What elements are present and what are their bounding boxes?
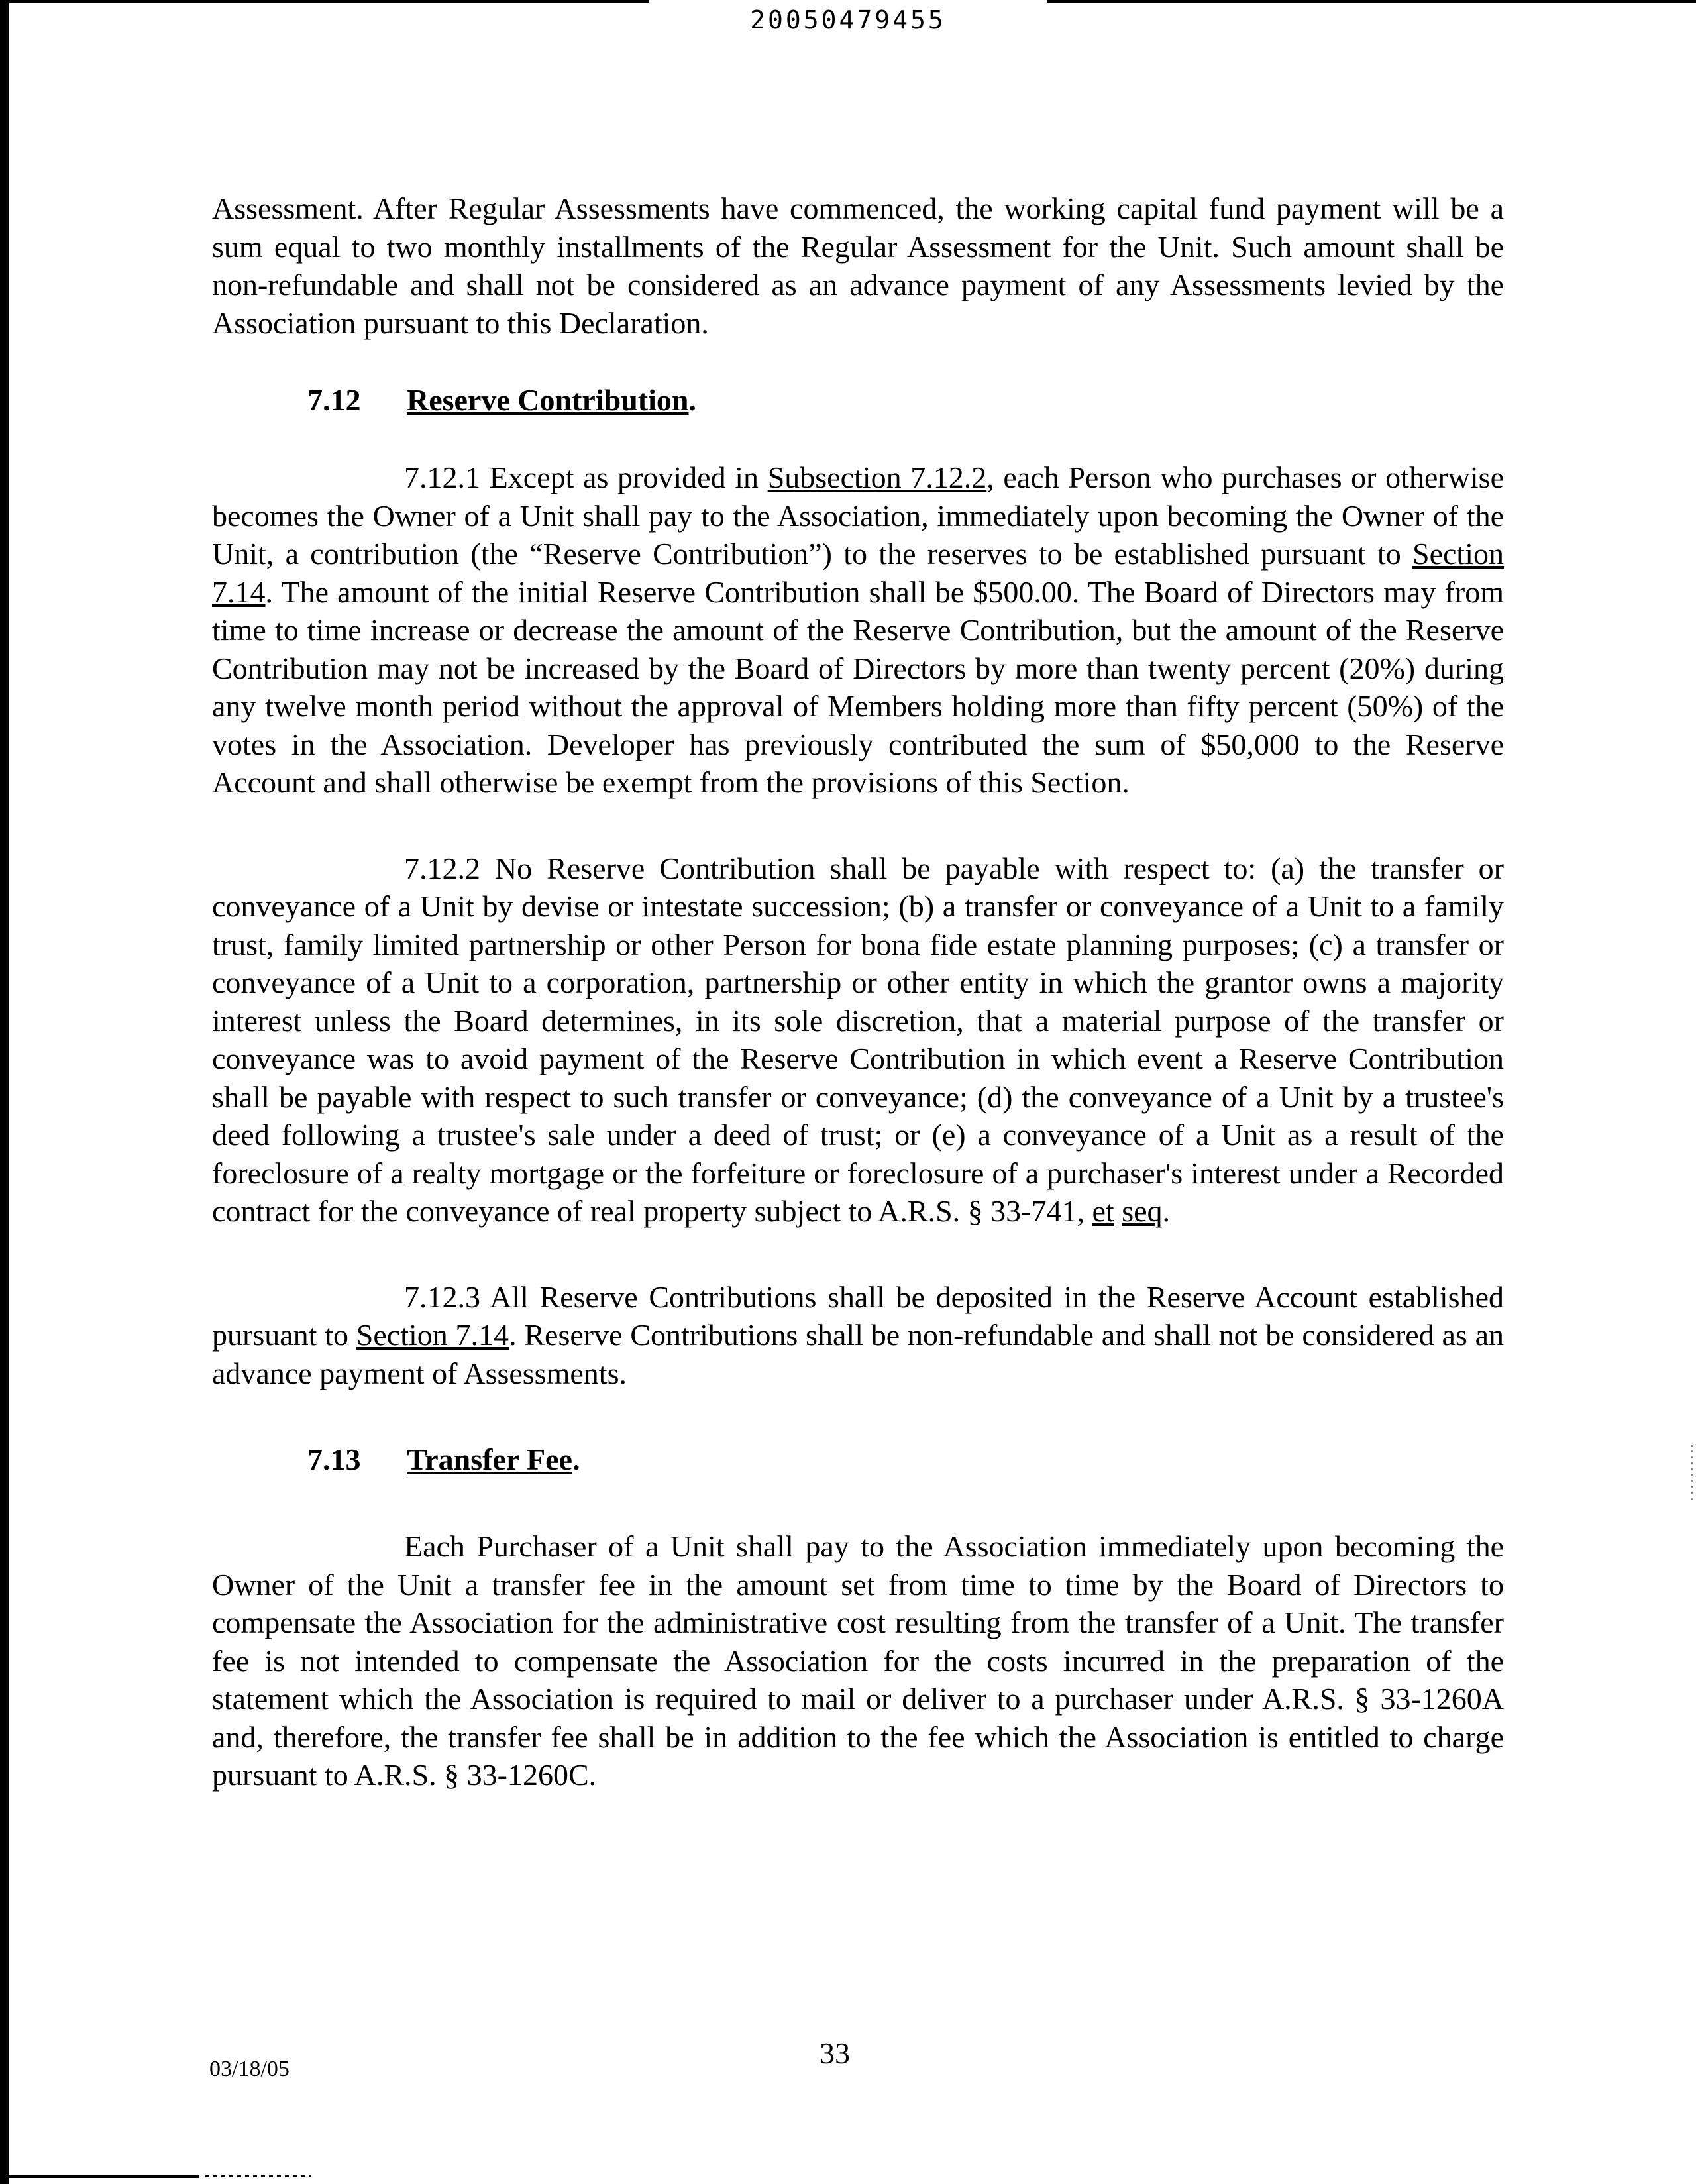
latin-term: seq — [1122, 1194, 1163, 1228]
section-title: Reserve Contribution — [407, 383, 689, 417]
text-run: 7.12.3 All Reserve Contributions shall be deposited in the Reserve Account established pursuant to — [212, 1280, 1504, 1352]
scan-bottom-rule — [0, 2175, 199, 2178]
scan-top-rule-left — [0, 0, 649, 3]
text-run: . Reserve Contributions shall be non-refundable and shall not be considered as an advance payment of Assessments. — [212, 1318, 1504, 1390]
scan-top-rule-right — [1047, 0, 1696, 3]
page-body — [212, 190, 1504, 1794]
section-heading-7-13: 7.13 Transfer Fee. — [307, 1440, 1504, 1480]
cross-reference: Section 7.14 — [212, 537, 1504, 609]
paragraph-7-12-1 — [212, 459, 1504, 802]
scan-left-edge — [0, 0, 9, 2184]
text-run: , each Person who purchases or otherwise becomes the Owner of a Unit shall pay to the Association, immediately upon becoming the Owner of the Unit, a contribution (the “Reserve Contribution”) to the reserves to be established pursuant to — [212, 461, 1504, 571]
text-run: 7.12.1 Except as provided in — [404, 461, 768, 494]
scan-bottom-dots — [205, 2175, 311, 2177]
paragraph-7-13: Each Purchaser of a Unit shall pay to the Association immediately upon becoming the Owner of the Unit a transfer fee in the amount set from time to time by the Board of Directors to compensate the Association for the administrative cost resulting from the transfer of a Unit. The transfer fee is not intended to compensate the Association for the costs incurred in the preparation of the statement which the Association is required to mail or deliver to a purchaser under A.R.S. § 33-1260A and, therefore, the transfer fee shall be in addition to the fee which the Association is entitled to charge pursuant to A.R.S. § 33-1260C. — [212, 1529, 1504, 1792]
text-run: . The amount of the initial Reserve Contribution shall be $500.00. The Board of Directors may from time to time increase or decrease the amount of the Reserve Contribution, but the amount of the Reserve Contribution may not be increased by the Board of Directors by more than twenty percent (20%) during any twelve month period without the approval of Members holding more than fifty percent (50%) of the votes in the Association. Developer has previously contributed the sum of $50,000 to the Reserve Account and shall otherwise be exempt from the provisions of this Section. — [212, 574, 1504, 799]
document-number: 20050479455 — [750, 5, 946, 34]
page-number: 33 — [820, 2036, 850, 2070]
footer-date: 03/18/05 — [209, 2057, 290, 2081]
cross-reference: Subsection 7.12.2 — [767, 461, 987, 494]
intro-paragraph: Assessment. After Regular Assessments have commenced, the working capital fund payment will be a sum equal to two monthly installments of the Regular Assessment for the Unit. Such amount shall be non-refundable and shall not be considered as an advance payment of any Assessments levied by the Association pursuant to this Declaration. — [212, 191, 1504, 340]
section-heading-7-12: 7.12 Reserve Contribution. — [307, 380, 1504, 420]
section-number: 7.13 — [307, 1443, 361, 1476]
section-title: Transfer Fee — [407, 1443, 572, 1476]
text-run: . — [1162, 1194, 1171, 1228]
cross-reference: Section 7.14 — [356, 1318, 509, 1352]
paragraph-7-12-3 — [212, 1278, 1504, 1393]
section-number: 7.12 — [307, 383, 361, 417]
latin-term: et — [1092, 1194, 1114, 1228]
scan-right-speck — [1691, 1445, 1693, 1504]
paragraph-7-12-2 — [212, 849, 1504, 1230]
text-run: 7.12.2 No Reserve Contribution shall be payable with respect to: (a) the transfer or conveyance of a Unit by devise or intestate succession; (b) a transfer or conveyance of a Unit to a family trust, family limited partnership or other Person for bona fide estate planning purposes; (c) a transfer or conveyance of a Unit to a corporation, partnership or other entity in which the grantor owns a majority interest unless the Board determines, in its sole discretion, that a material purpose of the transfer or conveyance was to avoid payment of the Reserve Contribution in which event a Reserve Contribution shall be payable with respect to such transfer or conveyance; (d) the conveyance of a Unit by a trustee's deed following a trustee's sale under a deed of trust; or (e) a conveyance of a Unit as a result of the foreclosure of a realty mortgage or the forfeiture or foreclosure of a purchaser's interest under a Recorded contract for the conveyance of real property subject to A.R.S. § 33-741, — [212, 851, 1504, 1228]
